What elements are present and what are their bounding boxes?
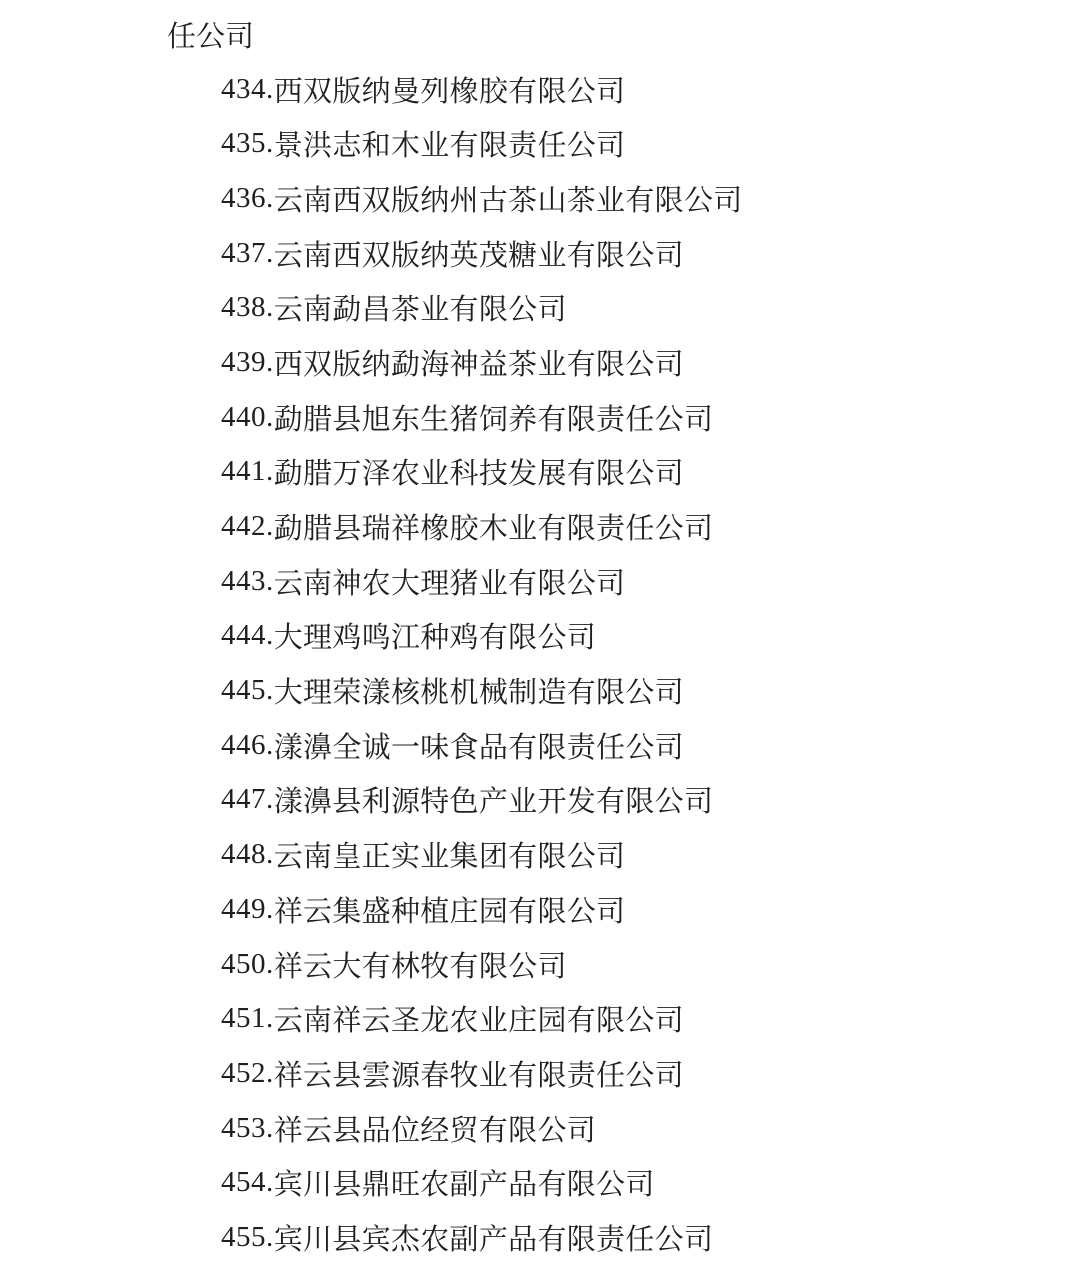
list-item: [0, 554, 1080, 609]
item-number: 449.: [221, 892, 274, 925]
item-number: 440.: [221, 400, 274, 433]
company-name: 勐腊县瑞祥橡胶木业有限责任公司: [273, 513, 714, 546]
company-name: 勐腊县旭东生猪饲养有限责任公司: [273, 403, 714, 436]
company-list: [0, 62, 1080, 1265]
company-name: 大理鸡鸣江种鸡有限公司: [273, 622, 597, 655]
company-name: 宾川县宾杰农副产品有限责任公司: [273, 1223, 714, 1256]
item-number: 446.: [221, 728, 274, 761]
item-number: 454.: [221, 1166, 274, 1199]
item-number: 441.: [221, 455, 274, 488]
list-item: [0, 609, 1080, 664]
list-item: [0, 1155, 1080, 1210]
company-name: 宾川县鼎旺农副产品有限公司: [273, 1169, 655, 1202]
item-number: 437.: [221, 236, 274, 269]
company-name: 大理荣漾核桃机械制造有限公司: [273, 677, 684, 710]
company-name: 西双版纳勐海神益茶业有限公司: [273, 348, 684, 381]
list-item: [0, 116, 1080, 171]
list-item: [0, 827, 1080, 882]
company-name: 祥云县雲源春牧业有限责任公司: [273, 1059, 684, 1092]
item-number: 453.: [221, 1111, 274, 1144]
company-name: 云南皇正实业集团有限公司: [273, 841, 626, 874]
company-name: 云南神农大理猪业有限公司: [273, 567, 626, 600]
wrapped-continuation-line: [0, 7, 1080, 62]
item-number: 442.: [221, 510, 274, 543]
company-name: 祥云大有林牧有限公司: [273, 950, 567, 983]
company-name: 景洪志和木业有限责任公司: [273, 130, 626, 163]
item-number: 452.: [221, 1056, 274, 1089]
list-item: [0, 718, 1080, 773]
list-item: [0, 390, 1080, 445]
company-name: 漾濞全诚一味食品有限责任公司: [273, 731, 684, 764]
list-item: [0, 773, 1080, 828]
list-item: [0, 1046, 1080, 1101]
item-number: 439.: [221, 345, 274, 378]
list-item: [0, 226, 1080, 281]
company-name: 勐腊万泽农业科技发展有限公司: [273, 458, 684, 491]
list-item: [0, 1210, 1080, 1265]
item-number: 447.: [221, 783, 274, 816]
company-name: 西双版纳曼列橡胶有限公司: [273, 75, 626, 108]
list-item: [0, 280, 1080, 335]
company-name: 云南西双版纳英茂糖业有限公司: [273, 239, 684, 272]
company-name: 祥云县品位经贸有限公司: [273, 1114, 597, 1147]
item-number: 435.: [221, 127, 274, 160]
item-number: 434.: [221, 72, 274, 105]
list-item: [0, 991, 1080, 1046]
list-item: [0, 62, 1080, 117]
item-number: 451.: [221, 1002, 274, 1035]
company-name: 漾濞县利源特色产业开发有限公司: [273, 786, 714, 819]
item-number: 448.: [221, 838, 274, 871]
list-item: [0, 937, 1080, 992]
list-item: [0, 663, 1080, 718]
list-item: [0, 171, 1080, 226]
item-number: 443.: [221, 564, 274, 597]
item-number: 450.: [221, 947, 274, 980]
list-item: [0, 499, 1080, 554]
continuation-text: 任公司: [167, 20, 255, 53]
item-number: 436.: [221, 181, 274, 214]
company-name: 云南西双版纳州古茶山茶业有限公司: [273, 184, 743, 217]
company-name: 云南勐昌茶业有限公司: [273, 294, 567, 327]
item-number: 444.: [221, 619, 274, 652]
company-name: 云南祥云圣龙农业庄园有限公司: [273, 1005, 684, 1038]
item-number: 445.: [221, 674, 274, 707]
list-item: [0, 882, 1080, 937]
item-number: 455.: [221, 1220, 274, 1253]
list-item: [0, 445, 1080, 500]
list-item: [0, 335, 1080, 390]
list-item: [0, 1101, 1080, 1156]
item-number: 438.: [221, 291, 274, 324]
company-name: 祥云集盛种植庄园有限公司: [273, 895, 626, 928]
